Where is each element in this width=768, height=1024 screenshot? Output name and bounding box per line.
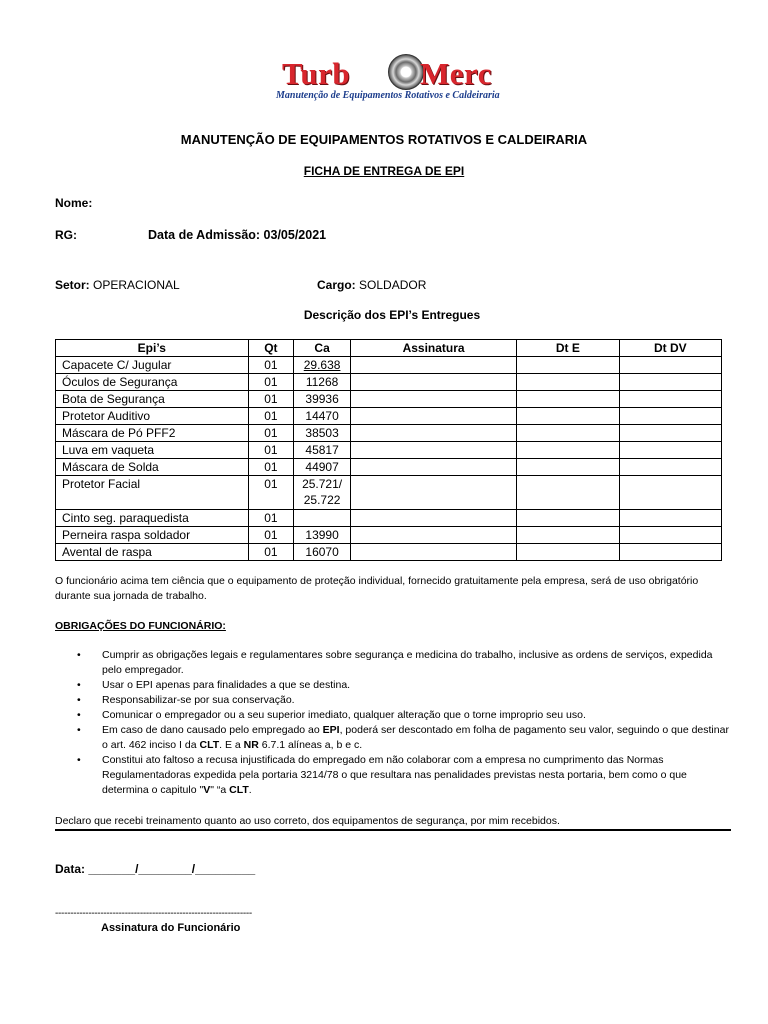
epi-cell: Cinto seg. paraquedista bbox=[56, 510, 249, 527]
qt-cell: 01 bbox=[248, 510, 294, 527]
text-run-bold: NR bbox=[243, 739, 259, 751]
qt-cell: 01 bbox=[248, 544, 294, 561]
company-logo bbox=[270, 52, 520, 104]
assinatura-cell[interactable] bbox=[350, 527, 516, 544]
ca-cell: 16070 bbox=[294, 544, 351, 561]
table-row bbox=[56, 459, 722, 476]
qt-cell: 01 bbox=[248, 527, 294, 544]
divider bbox=[55, 829, 731, 831]
ca-line-2: 25.722 bbox=[303, 493, 341, 507]
dt-dv-cell[interactable] bbox=[619, 510, 721, 527]
signature-label: Assinatura do Funcionário bbox=[101, 922, 241, 934]
epi-cell: Protetor Auditivo bbox=[56, 408, 249, 425]
ciencia-paragraph: O funcionário acima tem ciência que o equipamento de proteção individual, fornecido gratuitamente pela empresa, será de uso obrigatório durante sua jornada de trabalho. bbox=[55, 575, 699, 602]
dt-e-cell[interactable] bbox=[517, 476, 619, 510]
declaracao-text: Declaro que recebi treinamento quanto ao uso correto, dos equipamentos de segurança, por mim recebidos. bbox=[55, 815, 560, 827]
table-caption: Descrição dos EPI’s Entregues bbox=[303, 308, 481, 322]
dt-e-cell[interactable] bbox=[517, 459, 619, 476]
epi-cell: Bota de Segurança bbox=[56, 391, 249, 408]
qt-cell: 01 bbox=[248, 408, 294, 425]
text-run: " “a bbox=[210, 784, 230, 796]
turbine-icon bbox=[388, 54, 424, 90]
col-header-dt-dv: Dt DV bbox=[619, 340, 721, 357]
data-blank[interactable]: _______/________/_________ bbox=[88, 862, 256, 876]
text-run-bold: CLT bbox=[229, 784, 249, 796]
table-row bbox=[56, 544, 722, 561]
nome-label: Nome: bbox=[55, 196, 93, 210]
dt-dv-cell[interactable] bbox=[619, 442, 721, 459]
cargo-field bbox=[317, 278, 426, 292]
qt-cell: 01 bbox=[248, 357, 294, 374]
dt-dv-cell[interactable] bbox=[619, 527, 721, 544]
ca-cell bbox=[294, 510, 351, 527]
epi-cell: Capacete C/ Jugular bbox=[56, 357, 249, 374]
text-run-bold: CLT bbox=[199, 739, 220, 751]
list-item: • Comunicar o empregador ou a seu superior imediato, qualquer alteração que o torne improprio seu uso. bbox=[55, 708, 730, 723]
list-item: • Cumprir as obrigações legais e regulamentares sobre segurança e medicina do trabalho, inclusive as ordens de serviços, expedida pelo empregador. bbox=[55, 648, 730, 678]
assinatura-cell[interactable] bbox=[350, 357, 516, 374]
assinatura-cell[interactable] bbox=[350, 391, 516, 408]
dt-e-cell[interactable] bbox=[517, 510, 619, 527]
table-header-row bbox=[56, 340, 722, 357]
dt-dv-cell[interactable] bbox=[619, 374, 721, 391]
logo-subtitle: Manutenção de Equipamentos Rotativos e Caldeiraria bbox=[276, 90, 500, 101]
table-row bbox=[56, 374, 722, 391]
ca-cell: 44907 bbox=[294, 459, 351, 476]
document-title: MANUTENÇÃO DE EQUIPAMENTOS ROTATIVOS E CALDEIRARIA bbox=[180, 132, 588, 147]
dt-dv-cell[interactable] bbox=[619, 459, 721, 476]
text-run-bold: EPI bbox=[322, 724, 340, 736]
admissao-field: Data de Admissão: 03/05/2021 bbox=[148, 228, 327, 242]
logo-word-turb: Turb bbox=[282, 56, 351, 91]
dt-e-cell[interactable] bbox=[517, 374, 619, 391]
col-header-epis: Epi’s bbox=[56, 340, 249, 357]
list-item bbox=[55, 753, 730, 798]
assinatura-cell[interactable] bbox=[350, 425, 516, 442]
table-row bbox=[56, 391, 722, 408]
assinatura-cell[interactable] bbox=[350, 510, 516, 527]
epi-cell: Avental de raspa bbox=[56, 544, 249, 561]
ca-cell: 39936 bbox=[294, 391, 351, 408]
text-run: 6.7.1 alíneas a, b e c. bbox=[258, 739, 363, 751]
dt-dv-cell[interactable] bbox=[619, 357, 721, 374]
qt-cell: 01 bbox=[248, 374, 294, 391]
form-title: FICHA DE ENTREGA DE EPI bbox=[303, 164, 465, 178]
epi-cell: Máscara de Pó PFF2 bbox=[56, 425, 249, 442]
table-row bbox=[56, 357, 722, 374]
text-run: Constitui ato faltoso a recusa injustificada do empregado em não colaborar com a empresa no cumprimento das Normas Regulamentadoras expedida pela portaria 3214/78 o que resultara nas penalidades previstas nesta portaria, bem como o que determina o capitulo " bbox=[102, 754, 687, 796]
dt-e-cell[interactable] bbox=[517, 544, 619, 561]
epi-cell: Máscara de Solda bbox=[56, 459, 249, 476]
ca-line-1: 25.721/ bbox=[302, 477, 343, 491]
table-row bbox=[56, 442, 722, 459]
col-header-dt-e: Dt E bbox=[517, 340, 619, 357]
dt-dv-cell[interactable] bbox=[619, 391, 721, 408]
epi-table bbox=[55, 339, 722, 561]
list-item: • Usar o EPI apenas para finalidades a que se destina. bbox=[55, 678, 730, 693]
dt-e-cell[interactable] bbox=[517, 527, 619, 544]
ca-cell: 13990 bbox=[294, 527, 351, 544]
dt-dv-cell[interactable] bbox=[619, 476, 721, 510]
text-run: Em caso de dano causado pelo empregado ao bbox=[102, 724, 323, 736]
qt-cell: 01 bbox=[248, 425, 294, 442]
table-row bbox=[56, 425, 722, 442]
text-run-bold: V bbox=[203, 784, 211, 796]
logo-word-merc: Merc bbox=[420, 56, 492, 91]
setor-field bbox=[55, 278, 180, 292]
table-row bbox=[56, 476, 722, 510]
assinatura-cell[interactable] bbox=[350, 442, 516, 459]
setor-value: OPERACIONAL bbox=[93, 278, 180, 292]
obrigacoes-list bbox=[55, 648, 730, 798]
assinatura-cell[interactable] bbox=[350, 544, 516, 561]
obrigacoes-title: OBRIGAÇÕES DO FUNCIONÁRIO: bbox=[55, 620, 226, 632]
dt-e-cell[interactable] bbox=[517, 425, 619, 442]
table-row bbox=[56, 408, 722, 425]
ca-cell: 38503 bbox=[294, 425, 351, 442]
cargo-label: Cargo: bbox=[317, 278, 356, 292]
ca-cell: 29.638 bbox=[294, 357, 351, 374]
qt-cell: 01 bbox=[248, 476, 294, 510]
epi-cell: Luva em vaqueta bbox=[56, 442, 249, 459]
ca-cell bbox=[294, 476, 351, 510]
col-header-qt: Qt bbox=[248, 340, 294, 357]
ca-cell: 14470 bbox=[294, 408, 351, 425]
cargo-value: SOLDADOR bbox=[359, 278, 427, 292]
text-run: . E a bbox=[219, 739, 244, 751]
dt-dv-cell[interactable] bbox=[619, 425, 721, 442]
dt-e-cell[interactable] bbox=[517, 408, 619, 425]
table-row bbox=[56, 527, 722, 544]
text-run: . bbox=[248, 784, 252, 796]
list-item: • Responsabilizar-se por sua conservação. bbox=[55, 693, 730, 708]
dt-e-cell[interactable] bbox=[517, 391, 619, 408]
dt-dv-cell[interactable] bbox=[619, 408, 721, 425]
qt-cell: 01 bbox=[248, 391, 294, 408]
signature-line[interactable]: ----------------------------------------------------------------- bbox=[55, 908, 252, 919]
assinatura-cell[interactable] bbox=[350, 408, 516, 425]
list-item bbox=[55, 723, 730, 753]
assinatura-cell[interactable] bbox=[350, 476, 516, 510]
ca-cell: 11268 bbox=[294, 374, 351, 391]
table-row bbox=[56, 510, 722, 527]
epi-cell: Protetor Facial bbox=[56, 476, 249, 510]
text-run: , poderá ser descontado em folha de pagamento seu valor, seguindo o que destinar o art. 462 inciso I da bbox=[102, 724, 729, 751]
col-header-ca: Ca bbox=[294, 340, 351, 357]
assinatura-cell[interactable] bbox=[350, 374, 516, 391]
assinatura-cell[interactable] bbox=[350, 459, 516, 476]
rg-label: RG: bbox=[55, 228, 77, 242]
dt-e-cell[interactable] bbox=[517, 442, 619, 459]
setor-label: Setor: bbox=[55, 278, 90, 292]
qt-cell: 01 bbox=[248, 442, 294, 459]
col-header-assinatura: Assinatura bbox=[350, 340, 516, 357]
dt-dv-cell[interactable] bbox=[619, 544, 721, 561]
epi-cell: Óculos de Segurança bbox=[56, 374, 249, 391]
data-label: Data: bbox=[55, 862, 86, 876]
dt-e-cell[interactable] bbox=[517, 357, 619, 374]
qt-cell: 01 bbox=[248, 459, 294, 476]
epi-cell: Perneira raspa soldador bbox=[56, 527, 249, 544]
ca-cell: 45817 bbox=[294, 442, 351, 459]
data-field bbox=[55, 862, 255, 876]
